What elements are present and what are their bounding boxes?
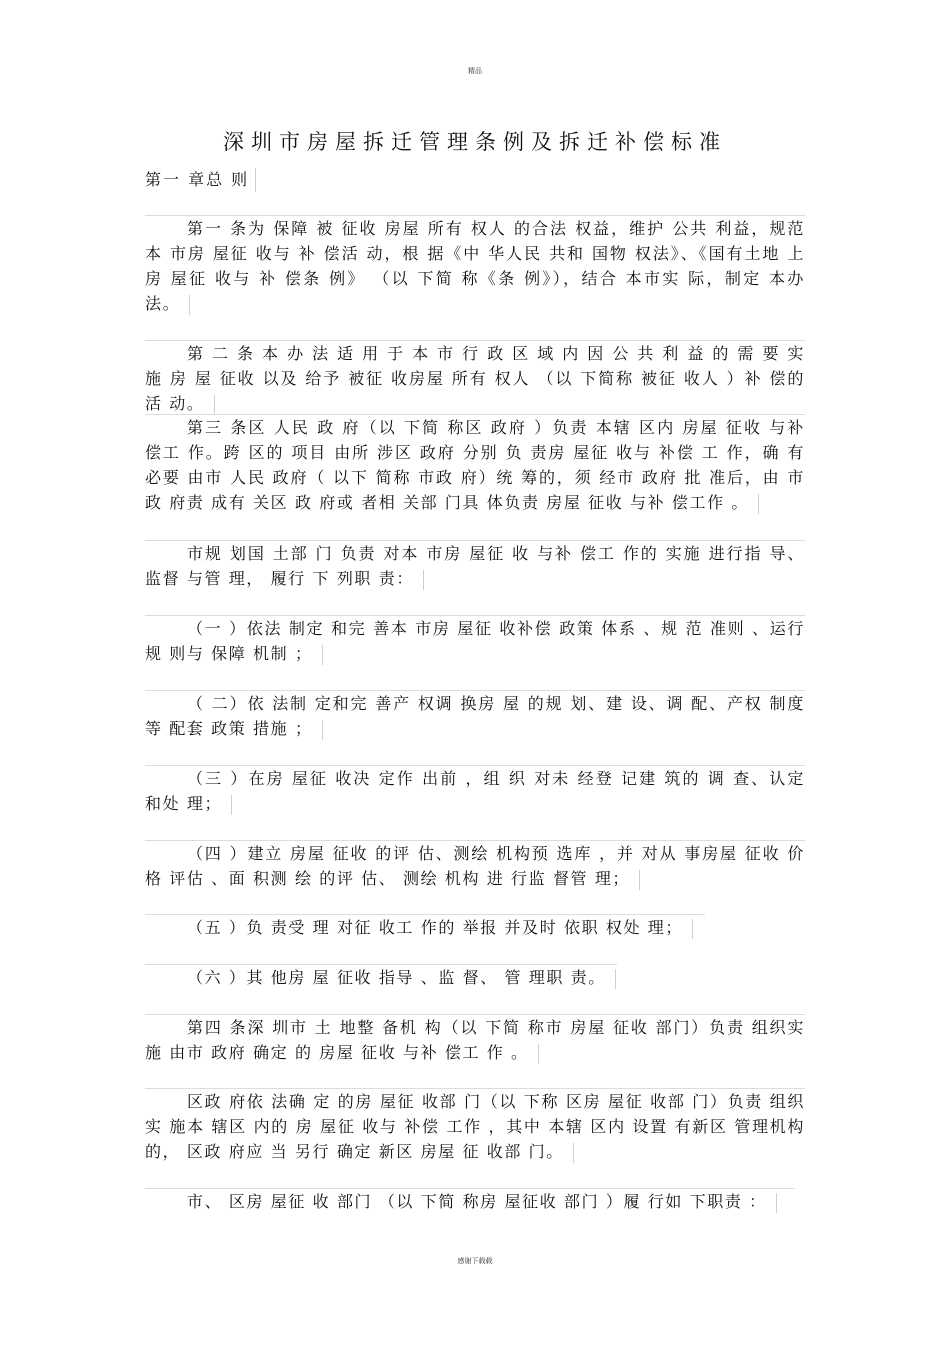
article-4-paragraph: 第四 条深 圳市 土 地整 备机 构（以 下简 称市 房屋 征收 部门）负责 组织实施 由市 政府 确定 的 房屋 征收 与补 偿工 作 。 — [145, 1014, 805, 1065]
duty-item-2: （ 二）依 法制 定和完 善产 权调 换房 屋 的规 划、建 设、调 配、产权 制度等 配套 政策 措施 ； — [145, 690, 805, 741]
planning-dept-duties-paragraph: 市规 划国 土部 门 负责 对本 市房 屋征 收 与补 偿工 作的 实施 进行指 导、监督 与管 理， 履行 下 列职 责： — [145, 540, 805, 591]
page-header: 精品 — [468, 67, 482, 75]
duty-item-6: （六 ）其 他房 屋 征收 指导 、监 督、 管 理职 责。 — [145, 964, 617, 990]
chapter-heading: 第一 章总 则 — [145, 168, 256, 192]
duty-item-3: （三 ）在房 屋征 收决 定作 出前 ，组 织 对未 经登 记建 筑的 调 查、认定 和处 理； — [145, 765, 805, 816]
article-2-paragraph: 第 二 条 本 办 法 适 用 于 本 市 行 政 区 域 内 因 公 共 利 益 的 需 要 实 施 房 屋 征收 以及 给予 被征 收房屋 所有 权人 （以 下简称 被征 收人 ）补 偿的活 动。 — [145, 340, 805, 416]
page-footer: 感谢下载载 — [457, 1257, 493, 1265]
expropriation-dept-duties-paragraph: 市、 区房 屋征 收 部门 （以 下简 称房 屋征收 部门 ）履 行如 下职责 ： — [145, 1188, 795, 1214]
duty-item-1: （一 ）依法 制定 和完 善本 市房 屋征 收补偿 政策 体系 、规 范 准则 、运行规 则与 保障 机制 ； — [145, 615, 805, 666]
article-3-paragraph: 第三 条区 人民 政 府（以 下简 称区 政府 ）负责 本辖 区内 房屋 征收 与补 偿工 作。跨 区的 项目 由所 涉区 政府 分别 负 责房 屋征 收与 补偿 工 作，确 有 必要 由市 人民 政府（ 以下 简称 市政 府）统 筹的，须 经市 政府 批 准后，由 市政 府责 成有 关区 政 府或 者相 关部 门具 体负责 房屋 征收 与补 偿工作 。 — [145, 414, 805, 515]
document-title: 深圳市房屋拆迁管理条例及拆迁补偿标准 — [223, 130, 727, 154]
district-dept-paragraph: 区政 府依 法确 定 的房 屋征 收部 门（以 下称 区房 屋征 收部 门）负责 组织实 施本 辖区 内的 房 屋征 收与 补偿 工作 ，其中 本辖 区内 设置 有新区 管理机构 的， 区政 府应 当 另行 确定 新区 房屋 征 收部 门。 — [145, 1088, 805, 1164]
duty-item-4: （四 ）建立 房屋 征收 的评 估、测绘 机构预 选库 ，并 对从 事房屋 征收 价格 评估 、面 积测 绘 的评 估、 测绘 机构 进 行监 督管 理； — [145, 840, 805, 891]
article-1-paragraph: 第一 条为 保障 被 征收 房屋 所有 权人 的合法 权益，维护 公共 利益，规范本 市房 屋征 收与 补 偿活 动，根 据《中 华人民 共和 国物 权法》、《国有土地 上房 屋征 收与 补 偿条 例》 （以 下简 称《条 例》），结合 本市实 际，制定 本办 法。 — [145, 215, 805, 316]
duty-item-5: （五 ）负 责受 理 对征 收工 作的 举报 并及时 依职 权处 理； — [145, 914, 705, 940]
